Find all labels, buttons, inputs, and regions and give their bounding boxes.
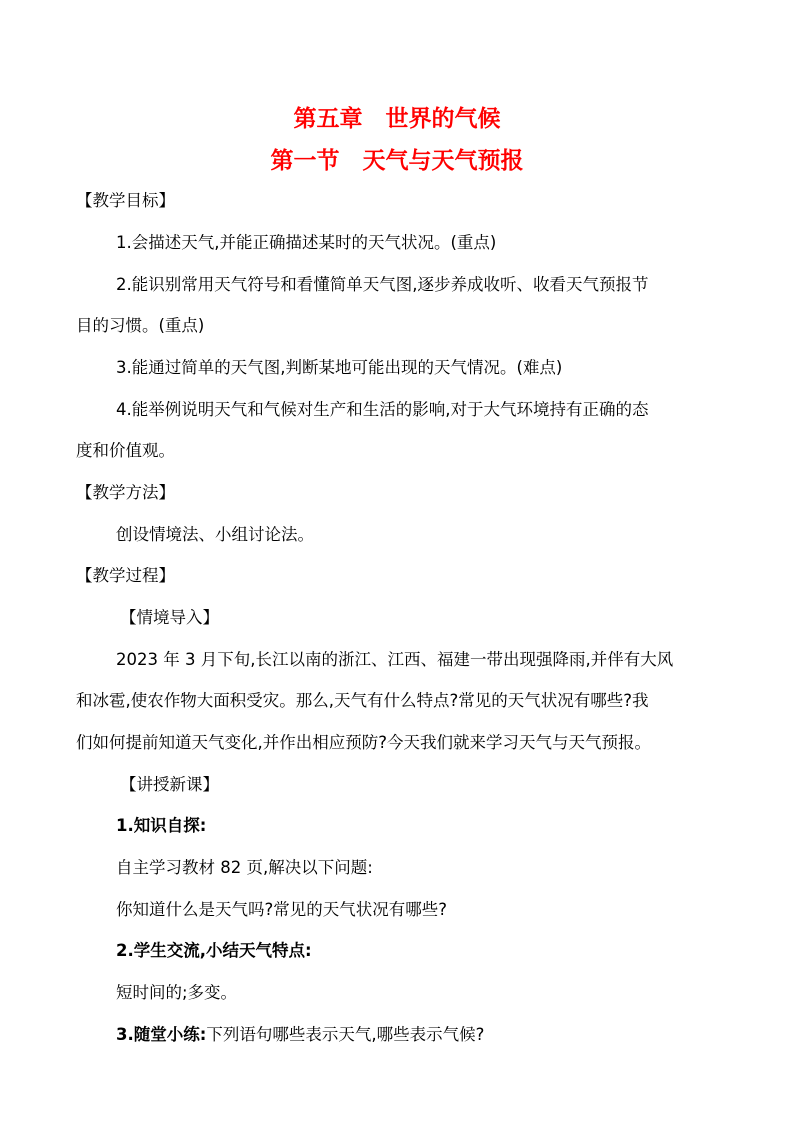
objective-item-2-line-1: 2.能识别常用天气符号和看懂简单天气图,逐步养成收听、收看天气预报节 <box>116 275 649 294</box>
step-2-title: 2.学生交流,小结天气特点: <box>116 941 312 960</box>
methods-heading: 【教学方法】 <box>76 483 175 502</box>
objective-item-4-line-2: 度和价值观。 <box>76 441 175 460</box>
step-1-title: 1.知识自探: <box>116 816 207 835</box>
objective-item-3: 3.能通过简单的天气图,判断某地可能出现的天气情况。(难点) <box>116 358 563 377</box>
chapter-title: 第五章 世界的气候 <box>293 106 501 132</box>
objective-item-2-line-2: 目的习惯。(重点) <box>76 316 205 335</box>
objective-item-1: 1.会描述天气,并能正确描述某时的天气状况。(重点) <box>116 233 497 252</box>
intro-line-1: 2023 年 3 月下旬,长江以南的浙江、江西、福建一带出现强降雨,并伴有大风 <box>116 650 674 669</box>
intro-line-2: 和冰雹,使农作物大面积受灾。那么,天气有什么特点?常见的天气状况有哪些?我 <box>76 691 649 710</box>
section-title: 第一节 天气与天气预报 <box>270 148 524 174</box>
step-1-line-1: 自主学习教材 82 页,解决以下问题: <box>116 858 373 877</box>
intro-heading: 【情境导入】 <box>120 608 219 627</box>
step-3-line <box>116 1023 484 1047</box>
objective-item-4-line-1: 4.能举例说明天气和气候对生产和生活的影响,对于大气环境持有正确的态 <box>116 400 649 419</box>
process-heading: 【教学过程】 <box>76 566 175 585</box>
step-2-text: 短时间的;多变。 <box>116 983 238 1002</box>
lecture-heading: 【讲授新课】 <box>120 775 219 794</box>
step-3-text: 下列语句哪些表示天气,哪些表示气候? <box>206 1025 485 1044</box>
methods-text: 创设情境法、小组讨论法。 <box>116 525 314 544</box>
objectives-heading: 【教学目标】 <box>76 191 175 210</box>
step-3-title: 3.随堂小练: <box>116 1025 207 1044</box>
intro-line-3: 们如何提前知道天气变化,并作出相应预防?今天我们就来学习天气与天气预报。 <box>76 733 652 752</box>
step-1-line-2: 你知道什么是天气吗?常见的天气状况有哪些? <box>116 900 448 919</box>
